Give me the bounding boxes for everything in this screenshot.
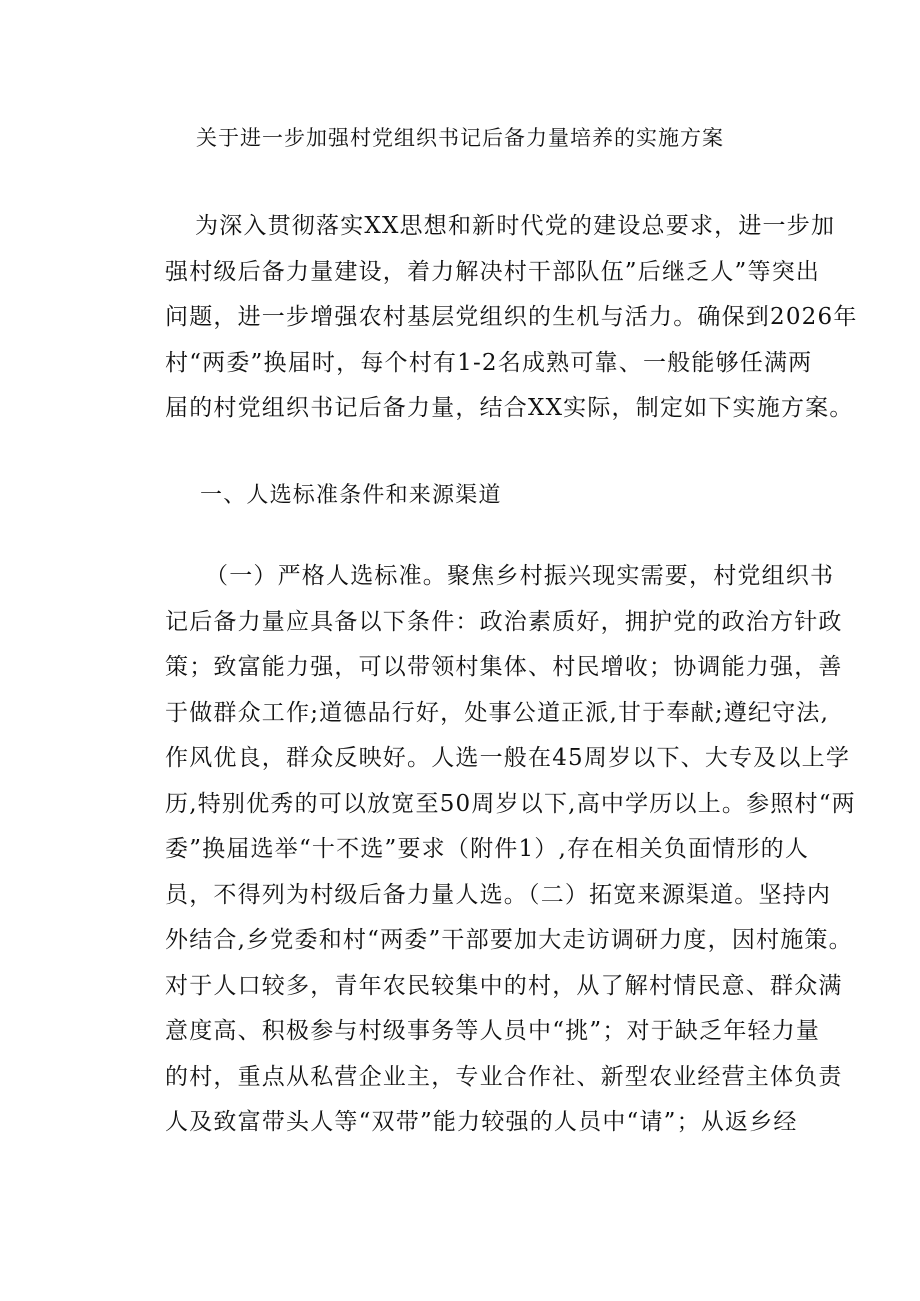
section-line: 意度高、积极参与村级事务等人员中“挑”；对于缺乏年轻力量 [165, 1018, 821, 1044]
section-line: （一）严格人选标准。聚焦乡村振兴现实需要，村党组织书 [205, 563, 835, 589]
section-line: 策；致富能力强，可以带领村集体、村民增收；协调能力强，善 [165, 654, 843, 680]
section-line: 历,特别优秀的可以放宽至50周岁以下,高中学历以上。参照村“两 [165, 790, 856, 817]
intro-line: 强村级后备力量建设，着力解决村干部队伍”后继乏人”等突出 [165, 258, 821, 285]
section-line: 作风优良，群众反映好。人选一般在45周岁以下、大专及以上学 [165, 745, 851, 771]
section-line: 的村，重点从私营企业主，专业合作社、新型农业经营主体负责 [165, 1063, 843, 1090]
section-line: 记后备力量应具备以下条件：政治素质好，拥护党的政治方针政 [165, 608, 843, 635]
section-line: 外结合,乡党委和村“两委”干部要加大走访调研力度，因村施策。 [165, 927, 853, 953]
section-paragraph [165, 554, 856, 1146]
intro-line: 村“两委”换届时，每个村有1-2名成熟可靠、一般能够任满两 [165, 349, 813, 376]
section-heading: 一、人选标准条件和来源渠道 [200, 483, 502, 508]
section-line: 委”换届选举“十不选”要求（附件1）,存在相关负面情形的人 [165, 836, 810, 862]
intro-line: 为深入贯彻落实XX思想和新时代党的建设总要求，进一步加 [195, 213, 836, 239]
intro-line: 届的村党组织书记后备力量，结合XX实际，制定如下实施方案。 [165, 395, 854, 421]
intro-paragraph [165, 204, 858, 432]
section-line: 员，不得列为村级后备力量人选。（二）拓宽来源渠道。坚持内 [165, 881, 832, 908]
section-line: 对于人口较多，青年农民较集中的村，从了解村情民意、群众满 [165, 972, 843, 999]
section-line: 人及致富带头人等“双带”能力较强的人员中“请”；从返乡经 [165, 1109, 798, 1135]
intro-line: 问题，进一步增强农村基层党组织的生机与活力。确保到2026年 [165, 304, 858, 330]
document-title: 关于进一步加强村党组织书记后备力量培养的实施方案 [196, 126, 724, 150]
section-line: 于做群众工作;道德品行好，处事公道正派,甘于奉献;遵纪守法, [165, 699, 830, 726]
